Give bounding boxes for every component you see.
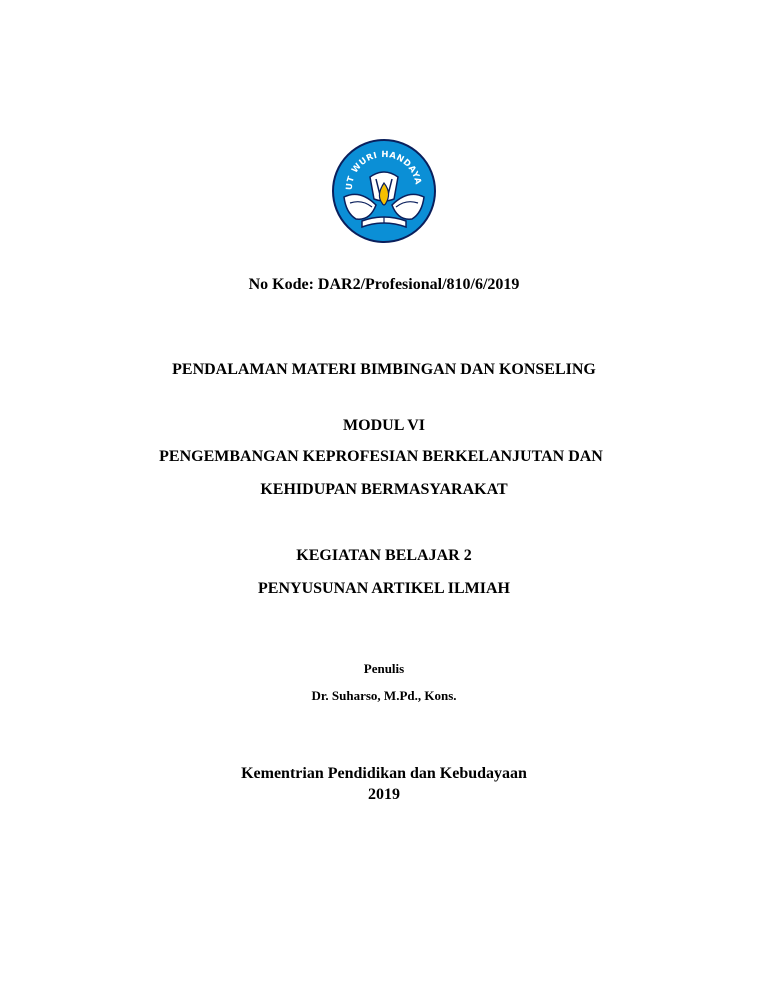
module-label: MODUL VI	[343, 417, 425, 434]
module-title-line-1: PENGEMBANGAN KEPROFESIAN BERKELANJUTAN DAN	[159, 448, 603, 465]
publisher-name: Kementrian Pendidikan dan Kebudayaan	[241, 765, 527, 782]
activity-title: PENYUSUNAN ARTIKEL ILMIAH	[258, 580, 510, 597]
kemendikbud-logo	[330, 137, 438, 245]
author-name: Dr. Suharso, M.Pd., Kons.	[311, 688, 457, 703]
logo-motto: UT WURI HANDAYA	[344, 149, 423, 191]
document-title: PENDALAMAN MATERI BIMBINGAN DAN KONSELING	[172, 361, 596, 378]
module-title-line-2: KEHIDUPAN BERMASYARAKAT	[260, 481, 508, 498]
tut-wuri-handayani-emblem-icon	[330, 137, 438, 245]
author-label: Penulis	[363, 661, 405, 676]
document-code: No Kode: DAR2/Profesional/810/6/2019	[248, 276, 520, 293]
activity-label: KEGIATAN BELAJAR 2	[296, 547, 472, 564]
publisher-year: 2019	[368, 786, 400, 803]
